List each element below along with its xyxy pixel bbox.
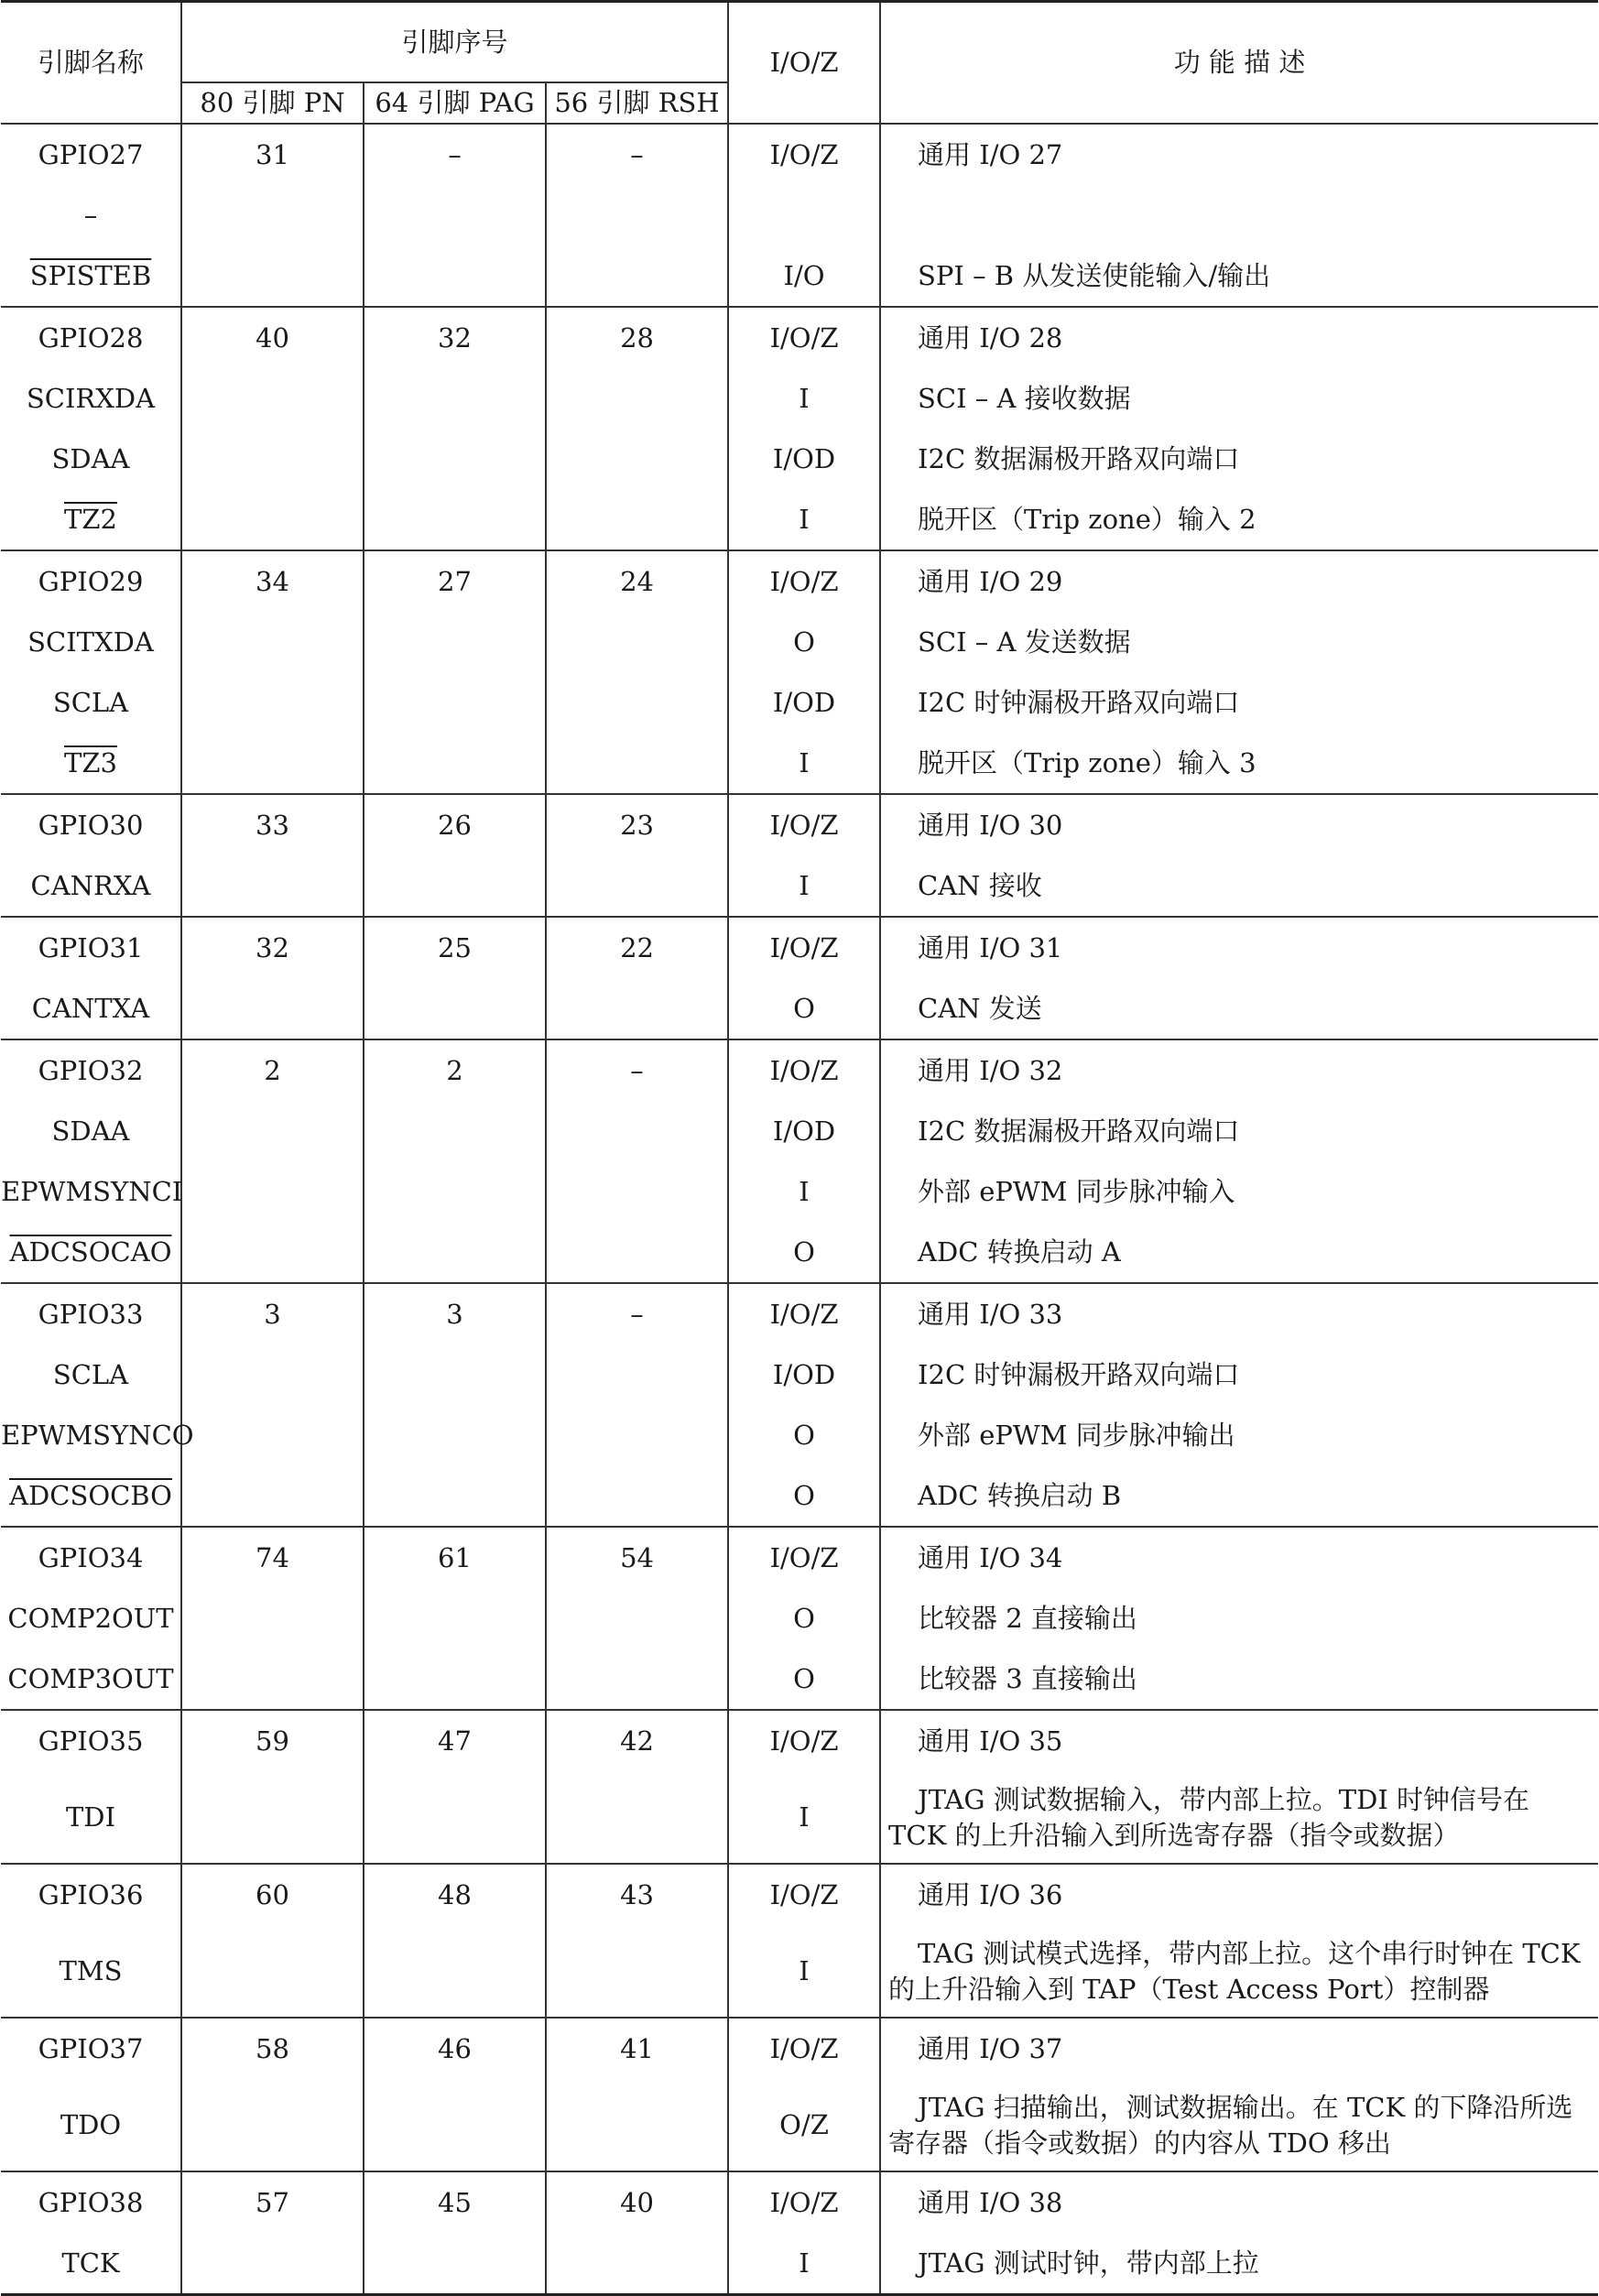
table-row xyxy=(1,550,1598,794)
signal-description: 通用 I/O 33 xyxy=(918,1299,1063,1330)
signal-description: I2C 数据漏极开路双向端口 xyxy=(918,1115,1240,1147)
table-row xyxy=(1,1283,1598,1527)
signal-io: I/O/Z xyxy=(769,322,839,354)
signal-name xyxy=(1,1405,194,1465)
pin-number: 3 xyxy=(264,1299,281,1330)
header-pkg-80: 80 引脚 PN xyxy=(181,82,364,124)
pin-56-cell xyxy=(546,2018,728,2171)
pin-number: 27 xyxy=(438,566,472,597)
pin-64-cell xyxy=(364,1710,546,1864)
pin-64-cell xyxy=(364,794,546,917)
pin-name-cell xyxy=(1,917,181,1039)
io-cell xyxy=(728,1283,880,1527)
signal-io: I/OD xyxy=(772,1115,836,1147)
pin-80-cell xyxy=(181,1527,364,1710)
signal-name-text: TDO xyxy=(60,2109,122,2140)
pin-number: 45 xyxy=(438,2187,472,2218)
signal-description: 通用 I/O 36 xyxy=(918,1879,1063,1910)
pin-56-cell xyxy=(546,917,728,1039)
signal-io: I/O/Z xyxy=(769,1299,839,1330)
signal-name xyxy=(1,2233,180,2293)
table-row xyxy=(1,307,1598,550)
pin-64-cell xyxy=(364,917,546,1039)
pin-name-cell xyxy=(1,1039,181,1283)
signal-name-text: GPIO36 xyxy=(38,1879,144,1910)
signal-name-text: GPIO32 xyxy=(38,1055,144,1086)
signal-description: 外部 ePWM 同步脉冲输入 xyxy=(918,1176,1235,1207)
table-row xyxy=(1,1710,1598,1864)
pin-name-cell xyxy=(1,1864,181,2018)
pin-number: 32 xyxy=(438,322,472,354)
io-cell xyxy=(728,1527,880,1710)
signal-name-text: GPIO34 xyxy=(38,1542,144,1573)
signal-name xyxy=(1,1040,180,1101)
pin-56-cell xyxy=(546,1864,728,2018)
signal-io: O xyxy=(793,993,815,1024)
pin-number: 32 xyxy=(256,932,289,963)
table-row xyxy=(1,124,1598,307)
signal-description: 通用 I/O 34 xyxy=(918,1542,1063,1573)
pin-number: 60 xyxy=(256,1879,289,1910)
signal-io: O/Z xyxy=(779,2109,829,2140)
pin-56-cell xyxy=(546,1710,728,1864)
pin-56-cell xyxy=(546,1527,728,1710)
header-pkg-64: 64 引脚 PAG xyxy=(364,82,546,124)
signal-io: O xyxy=(793,1663,815,1694)
signal-description: 比较器 3 直接输出 xyxy=(918,1663,1137,1694)
signal-name xyxy=(1,1528,180,1588)
signal-description: 通用 I/O 32 xyxy=(918,1055,1063,1086)
io-cell xyxy=(728,2018,880,2171)
signal-name xyxy=(1,125,180,185)
signal-name-text: GPIO38 xyxy=(38,2187,144,2218)
signal-name-text: EPWMSYNCI xyxy=(1,1176,183,1207)
signal-description: 通用 I/O 30 xyxy=(918,810,1063,841)
pin-number: – xyxy=(630,139,644,170)
signal-io: I/O/Z xyxy=(769,139,839,170)
signal-name xyxy=(1,918,180,978)
io-cell xyxy=(728,794,880,917)
signal-name xyxy=(1,1101,180,1161)
header-pin-name: 引脚名称 xyxy=(1,2,181,125)
signal-name xyxy=(1,855,180,916)
signal-name xyxy=(1,551,180,612)
table-row xyxy=(1,1864,1598,2018)
signal-name-text: GPIO28 xyxy=(38,322,144,354)
pin-number: 28 xyxy=(620,322,654,354)
description-cell xyxy=(880,307,1598,550)
pin-number: 40 xyxy=(620,2187,654,2218)
signal-io: I/O/Z xyxy=(769,1725,839,1757)
pin-80-cell xyxy=(181,1864,364,2018)
signal-name-text: TMS xyxy=(59,1955,123,1986)
pin-name-cell xyxy=(1,124,181,307)
signal-name-text: CANTXA xyxy=(31,993,150,1024)
pin-number: 61 xyxy=(438,1542,472,1573)
signal-name xyxy=(1,368,180,429)
signal-io: I/O/Z xyxy=(769,2187,839,2218)
signal-name xyxy=(1,1588,180,1649)
signal-io: I xyxy=(799,747,810,778)
pin-56-cell xyxy=(546,1283,728,1527)
pin-56-cell xyxy=(546,2171,728,2295)
description-cell xyxy=(880,1527,1598,1710)
signal-name-text: GPIO29 xyxy=(38,566,144,597)
signal-description: 通用 I/O 27 xyxy=(918,139,1063,170)
pin-80-cell xyxy=(181,124,364,307)
pin-80-cell xyxy=(181,2018,364,2171)
io-cell xyxy=(728,2171,880,2295)
signal-name-text: ADCSOCAO xyxy=(9,1236,172,1268)
signal-description: 通用 I/O 37 xyxy=(918,2033,1063,2064)
signal-io xyxy=(729,185,879,245)
signal-description: JTAG 扫描输出，测试数据输出。在 TCK 的下降沿所选寄存器（指令或数据）的内容从 TDO 移出 xyxy=(888,2092,1573,2159)
signal-name xyxy=(1,795,180,855)
signal-io: I xyxy=(799,383,810,414)
pin-number: 3 xyxy=(446,1299,463,1330)
signal-description: 通用 I/O 29 xyxy=(918,566,1063,597)
signal-name-text: TZ3 xyxy=(64,747,117,778)
description-cell xyxy=(880,2018,1598,2171)
pin-80-cell xyxy=(181,917,364,1039)
signal-name xyxy=(1,1925,180,2017)
io-cell xyxy=(728,1710,880,1864)
signal-name xyxy=(1,612,180,672)
signal-name-text: ADCSOCBO xyxy=(9,1480,172,1511)
signal-name xyxy=(1,1465,180,1526)
signal-name-text: GPIO30 xyxy=(38,810,144,841)
signal-name xyxy=(1,1222,180,1282)
signal-name-text: – xyxy=(83,200,98,231)
signal-name-text: GPIO33 xyxy=(38,1299,144,1330)
signal-name-text: COMP3OUT xyxy=(7,1663,174,1694)
pin-56-cell xyxy=(546,550,728,794)
signal-description: I2C 时钟漏极开路双向端口 xyxy=(918,687,1240,718)
pin-56-cell xyxy=(546,1039,728,1283)
signal-description: SCI – A 发送数据 xyxy=(918,626,1131,658)
signal-name-text: SCLA xyxy=(52,687,129,718)
signal-name-text: TCK xyxy=(61,2247,120,2279)
signal-name-text: GPIO31 xyxy=(38,932,144,963)
pin-name-cell xyxy=(1,1710,181,1864)
pin-number: 74 xyxy=(256,1542,289,1573)
pin-name-cell xyxy=(1,794,181,917)
header-io: I/O/Z xyxy=(728,2,880,125)
signal-name xyxy=(1,489,180,550)
table-row xyxy=(1,1039,1598,1283)
pin-number: – xyxy=(630,1055,644,1086)
signal-description xyxy=(881,185,1598,245)
signal-io: I xyxy=(799,1955,810,1986)
signal-io: I xyxy=(799,1176,810,1207)
pin-56-cell xyxy=(546,794,728,917)
io-cell xyxy=(728,1864,880,2018)
signal-name xyxy=(1,978,180,1039)
pin-number: 25 xyxy=(438,932,472,963)
description-cell xyxy=(880,2171,1598,2295)
pin-name-cell xyxy=(1,2171,181,2295)
header-pkg-56: 56 引脚 RSH xyxy=(546,82,728,124)
pin-number: 40 xyxy=(256,322,289,354)
pin-function-table xyxy=(1,0,1598,2296)
pin-number: 23 xyxy=(620,810,654,841)
signal-io: I/O/Z xyxy=(769,810,839,841)
pin-number: 42 xyxy=(620,1725,654,1757)
io-cell xyxy=(728,124,880,307)
signal-name-text: GPIO27 xyxy=(38,139,144,170)
signal-name xyxy=(1,1649,180,1709)
signal-io: O xyxy=(793,626,815,658)
signal-description: SPI – B 从发送使能输入/输出 xyxy=(918,260,1271,291)
signal-description: 通用 I/O 35 xyxy=(918,1725,1063,1757)
pin-80-cell xyxy=(181,1710,364,1864)
signal-io: O xyxy=(793,1420,815,1451)
io-cell xyxy=(728,307,880,550)
signal-name xyxy=(1,1711,180,1771)
signal-io: O xyxy=(793,1603,815,1634)
pin-64-cell xyxy=(364,307,546,550)
signal-name xyxy=(1,1771,180,1863)
signal-description: JTAG 测试时钟，带内部上拉 xyxy=(918,2247,1259,2279)
signal-io: I/OD xyxy=(772,1359,836,1390)
pin-64-cell xyxy=(364,1527,546,1710)
signal-name xyxy=(1,672,180,733)
signal-description: TAG 测试模式选择，带内部上拉。这个串行时钟在 TCK 的上升沿输入到 TAP（Test Access Port）控制器 xyxy=(888,1938,1581,2005)
pin-80-cell xyxy=(181,1283,364,1527)
signal-name xyxy=(1,1284,180,1344)
description-cell xyxy=(880,917,1598,1039)
signal-description: 通用 I/O 28 xyxy=(918,322,1063,354)
signal-name-text: EPWMSYNCO xyxy=(1,1420,194,1451)
pin-name-cell xyxy=(1,307,181,550)
signal-io: I/O/Z xyxy=(769,566,839,597)
signal-name-text: SPISTEB xyxy=(29,260,152,291)
signal-io: I/O/Z xyxy=(769,1055,839,1086)
pin-number: 46 xyxy=(438,2033,472,2064)
signal-io: I xyxy=(799,504,810,535)
signal-name-text: TZ2 xyxy=(64,504,117,535)
pin-number: – xyxy=(630,1299,644,1330)
pin-80-cell xyxy=(181,307,364,550)
signal-name-text: COMP2OUT xyxy=(7,1603,174,1634)
signal-description: I2C 数据漏极开路双向端口 xyxy=(918,443,1240,474)
signal-name xyxy=(1,2079,180,2171)
signal-name-text: SCITXDA xyxy=(27,626,154,658)
signal-name-text: CANRXA xyxy=(30,870,151,901)
signal-description: JTAG 测试数据输入，带内部上拉。TDI 时钟信号在 TCK 的上升沿输入到所选寄存器（指令或数据） xyxy=(888,1784,1530,1851)
header-description: 功 能 描 述 xyxy=(880,2,1598,125)
pin-number: 33 xyxy=(256,810,289,841)
pin-80-cell xyxy=(181,2171,364,2295)
signal-description: ADC 转换启动 A xyxy=(918,1236,1121,1268)
signal-name xyxy=(1,185,180,245)
signal-name-text: SCIRXDA xyxy=(26,383,156,414)
signal-name xyxy=(1,733,180,793)
io-cell xyxy=(728,1039,880,1283)
pin-number: 43 xyxy=(620,1879,654,1910)
io-cell xyxy=(728,917,880,1039)
signal-name-text: GPIO35 xyxy=(38,1725,144,1757)
signal-io: I/O/Z xyxy=(769,932,839,963)
signal-description: I2C 时钟漏极开路双向端口 xyxy=(918,1359,1240,1390)
description-cell xyxy=(880,1710,1598,1864)
pin-number: 54 xyxy=(620,1542,654,1573)
io-cell xyxy=(728,550,880,794)
pin-number: 22 xyxy=(620,932,654,963)
signal-io: I/O xyxy=(783,260,825,291)
description-cell xyxy=(880,1864,1598,2018)
signal-io: I xyxy=(799,870,810,901)
signal-description: CAN 接收 xyxy=(918,870,1042,901)
description-cell xyxy=(880,1283,1598,1527)
pin-number: – xyxy=(448,139,462,170)
description-cell xyxy=(880,794,1598,917)
pin-number: 24 xyxy=(620,566,654,597)
signal-io: I/OD xyxy=(772,687,836,718)
signal-description: 脱开区（Trip zone）输入 2 xyxy=(918,504,1256,535)
pin-80-cell xyxy=(181,1039,364,1283)
signal-description: 外部 ePWM 同步脉冲输出 xyxy=(918,1420,1235,1451)
pin-number: 59 xyxy=(256,1725,289,1757)
signal-io: I/OD xyxy=(772,443,836,474)
signal-io: I/O/Z xyxy=(769,1542,839,1573)
signal-io: O xyxy=(793,1480,815,1511)
signal-name xyxy=(1,2172,180,2233)
pin-56-cell xyxy=(546,124,728,307)
signal-description: 通用 I/O 31 xyxy=(918,932,1063,963)
pin-name-cell xyxy=(1,1283,194,1527)
pin-number: 47 xyxy=(438,1725,472,1757)
pin-number: 57 xyxy=(256,2187,289,2218)
table-row xyxy=(1,794,1598,917)
pin-name-cell xyxy=(1,550,181,794)
pin-number: 41 xyxy=(620,2033,654,2064)
signal-name-text: SDAA xyxy=(51,1115,130,1147)
pin-64-cell xyxy=(364,1039,546,1283)
signal-name xyxy=(1,429,180,489)
description-cell xyxy=(880,124,1598,307)
signal-name xyxy=(1,308,180,368)
pin-name-cell xyxy=(1,1527,181,1710)
pin-number: 48 xyxy=(438,1879,472,1910)
table-row xyxy=(1,2018,1598,2171)
pin-80-cell xyxy=(181,550,364,794)
pin-64-cell xyxy=(364,1283,546,1527)
signal-description: SCI – A 接收数据 xyxy=(918,383,1131,414)
signal-io: O xyxy=(793,1236,815,1268)
pin-64-cell xyxy=(364,124,546,307)
signal-name-text: TDI xyxy=(65,1801,116,1833)
signal-io: I/O/Z xyxy=(769,2033,839,2064)
table-row xyxy=(1,2171,1598,2295)
pin-64-cell xyxy=(364,1864,546,2018)
pin-number: 2 xyxy=(446,1055,463,1086)
pin-number: 26 xyxy=(438,810,472,841)
signal-description: 比较器 2 直接输出 xyxy=(918,1603,1137,1634)
pin-56-cell xyxy=(546,307,728,550)
signal-description: ADC 转换启动 B xyxy=(918,1480,1122,1511)
pin-number: 2 xyxy=(264,1055,281,1086)
signal-io: I/O/Z xyxy=(769,1879,839,1910)
table-row xyxy=(1,917,1598,1039)
pin-number: 34 xyxy=(256,566,289,597)
pin-80-cell xyxy=(181,794,364,917)
signal-name-text: SDAA xyxy=(51,443,130,474)
pin-64-cell xyxy=(364,550,546,794)
description-cell xyxy=(880,550,1598,794)
pin-number: 31 xyxy=(256,139,289,170)
pin-name-cell xyxy=(1,2018,181,2171)
signal-io: I xyxy=(799,2247,810,2279)
pin-64-cell xyxy=(364,2171,546,2295)
signal-name-text: GPIO37 xyxy=(38,2033,144,2064)
signal-name xyxy=(1,245,180,306)
table-row xyxy=(1,1527,1598,1710)
header-pin-number: 引脚序号 xyxy=(181,2,728,83)
signal-name xyxy=(1,1344,180,1405)
description-cell xyxy=(880,1039,1598,1283)
signal-name-text: SCLA xyxy=(52,1359,129,1390)
pin-number: 58 xyxy=(256,2033,289,2064)
signal-description: 脱开区（Trip zone）输入 3 xyxy=(918,747,1256,778)
signal-description: 通用 I/O 38 xyxy=(918,2187,1063,2218)
signal-description: CAN 发送 xyxy=(918,993,1042,1024)
signal-name xyxy=(1,2019,180,2079)
signal-name xyxy=(1,1865,180,1925)
signal-name xyxy=(1,1161,183,1222)
pin-64-cell xyxy=(364,2018,546,2171)
signal-io: I xyxy=(799,1801,810,1833)
